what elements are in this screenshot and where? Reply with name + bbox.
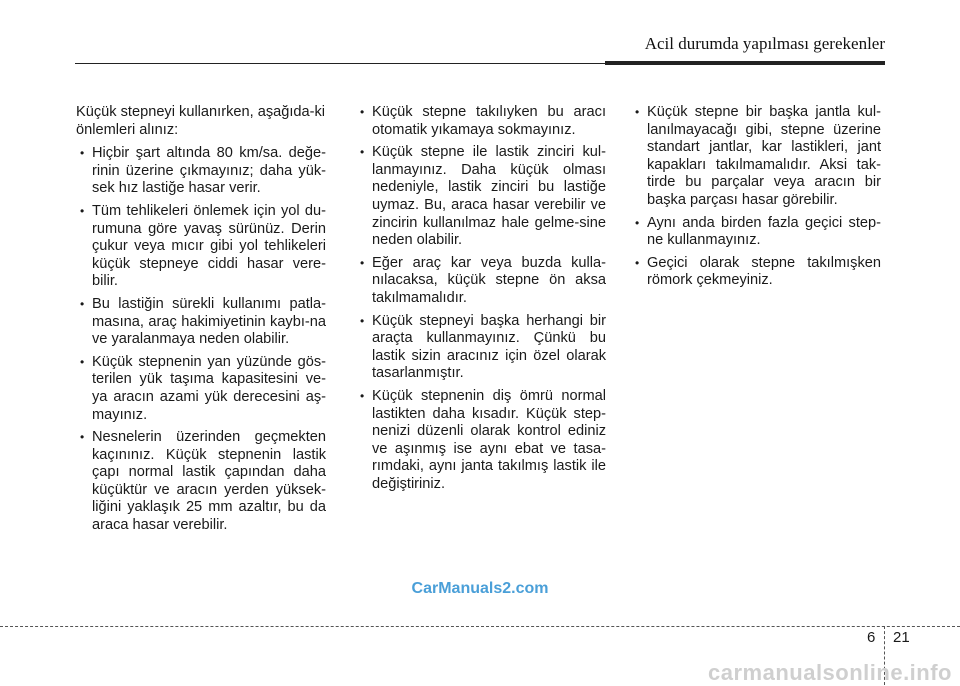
page-number: 21	[893, 629, 910, 646]
list-item: • Küçük stepne ile lastik zinciri kul-lanmayınız. Daha küçük olması nedeniyle, lastik zinciri bu lastiğe uymaz. Bu, araca hasar verebilir ve zincirin kullanılmaz hale gelme-sine neden olabilir.	[356, 144, 606, 250]
list-item: • Eğer araç kar veya buzda kulla-nılacaksa, küçük stepne ön aksa takılmamalıdır.	[356, 255, 606, 308]
bullet-list-3	[631, 104, 881, 290]
intro-paragraph: Küçük stepneyi kullanırken, aşağıda-ki önlemleri alınız:	[76, 104, 326, 138]
list-item: • Tüm tehlikeleri önlemek için yol du-rumuna göre yavaş sürünüz. Derin çukur veya mıcır gibi yol tehlikeleri küçük stepneye ciddi hasar vere-bilir.	[76, 203, 326, 291]
list-item: • Bu lastiğin sürekli kullanımı patla-masına, araç hakimiyetinin kaybı-na ve yaralanmaya neden olabilir.	[76, 296, 326, 349]
list-item: • Küçük stepne takılıyken bu aracı otomatik yıkamaya sokmayınız.	[356, 104, 606, 139]
list-item: • Aynı anda birden fazla geçici step-ne kullanmayınız.	[631, 215, 881, 250]
page-header-title: Acil durumda yapılması gerekenler	[644, 34, 885, 53]
header-rule-thick	[605, 61, 885, 65]
list-item: • Küçük stepneyi başka herhangi bir araçta kullanmayınız. Çünkü bu lastik sizin aracınız için özel olarak tasarlanmıştır.	[356, 313, 606, 383]
text-column-3	[631, 104, 881, 295]
header-rule-thin	[75, 63, 605, 64]
list-item: • Nesnelerin üzerinden geçmekten kaçınınız. Küçük stepnenin lastik çapı normal lastik çapından daha küçüktür ve aracın yerden yüksek-liğini yaklaşık 25 mm azaltır, bu da araca hasar verebilir.	[76, 429, 326, 535]
text-column-1	[76, 104, 326, 540]
list-item: • Küçük stepnenin diş ömrü normal lastikten daha kısadır. Küçük step-nenizi düzenli olarak kontrol ediniz ve aşınmış ise aynı ebat ve tasa-rımdaki, aynı janta takılmış lastik ile değiştiriniz.	[356, 388, 606, 494]
list-item: • Geçici olarak stepne takılmışken römork çekmeyiniz.	[631, 255, 881, 290]
bullet-list-2	[356, 104, 606, 493]
text-column-2	[356, 104, 606, 498]
footer-dashed-rule	[0, 626, 960, 627]
bullet-list-1	[76, 145, 326, 534]
list-item: • Küçük stepne bir başka jantla kul-lanılmayacağı gibi, stepne üzerine standart jantlar, kar lastikleri, jant kapakları takılmamalıdır. Aksi tak-tirde bu parçalar veya aracın bir başka parçası hasar görebilir.	[631, 104, 881, 210]
list-item: • Hiçbir şart altında 80 km/sa. değe-rinin üzerine çıkmayınız; daha yük-sek hız lastiğe hasar verir.	[76, 145, 326, 198]
list-item: • Küçük stepnenin yan yüzünde gös-terilen yük taşıma kapasitesini ve-ya aracın azami yük derecesini aş-mayınız.	[76, 354, 326, 424]
carmanualsonline-watermark: carmanualsonline.info	[708, 660, 952, 685]
page-section-number: 6	[867, 629, 876, 646]
carmanuals2-watermark-link[interactable]: CarManuals2.com	[411, 580, 549, 597]
